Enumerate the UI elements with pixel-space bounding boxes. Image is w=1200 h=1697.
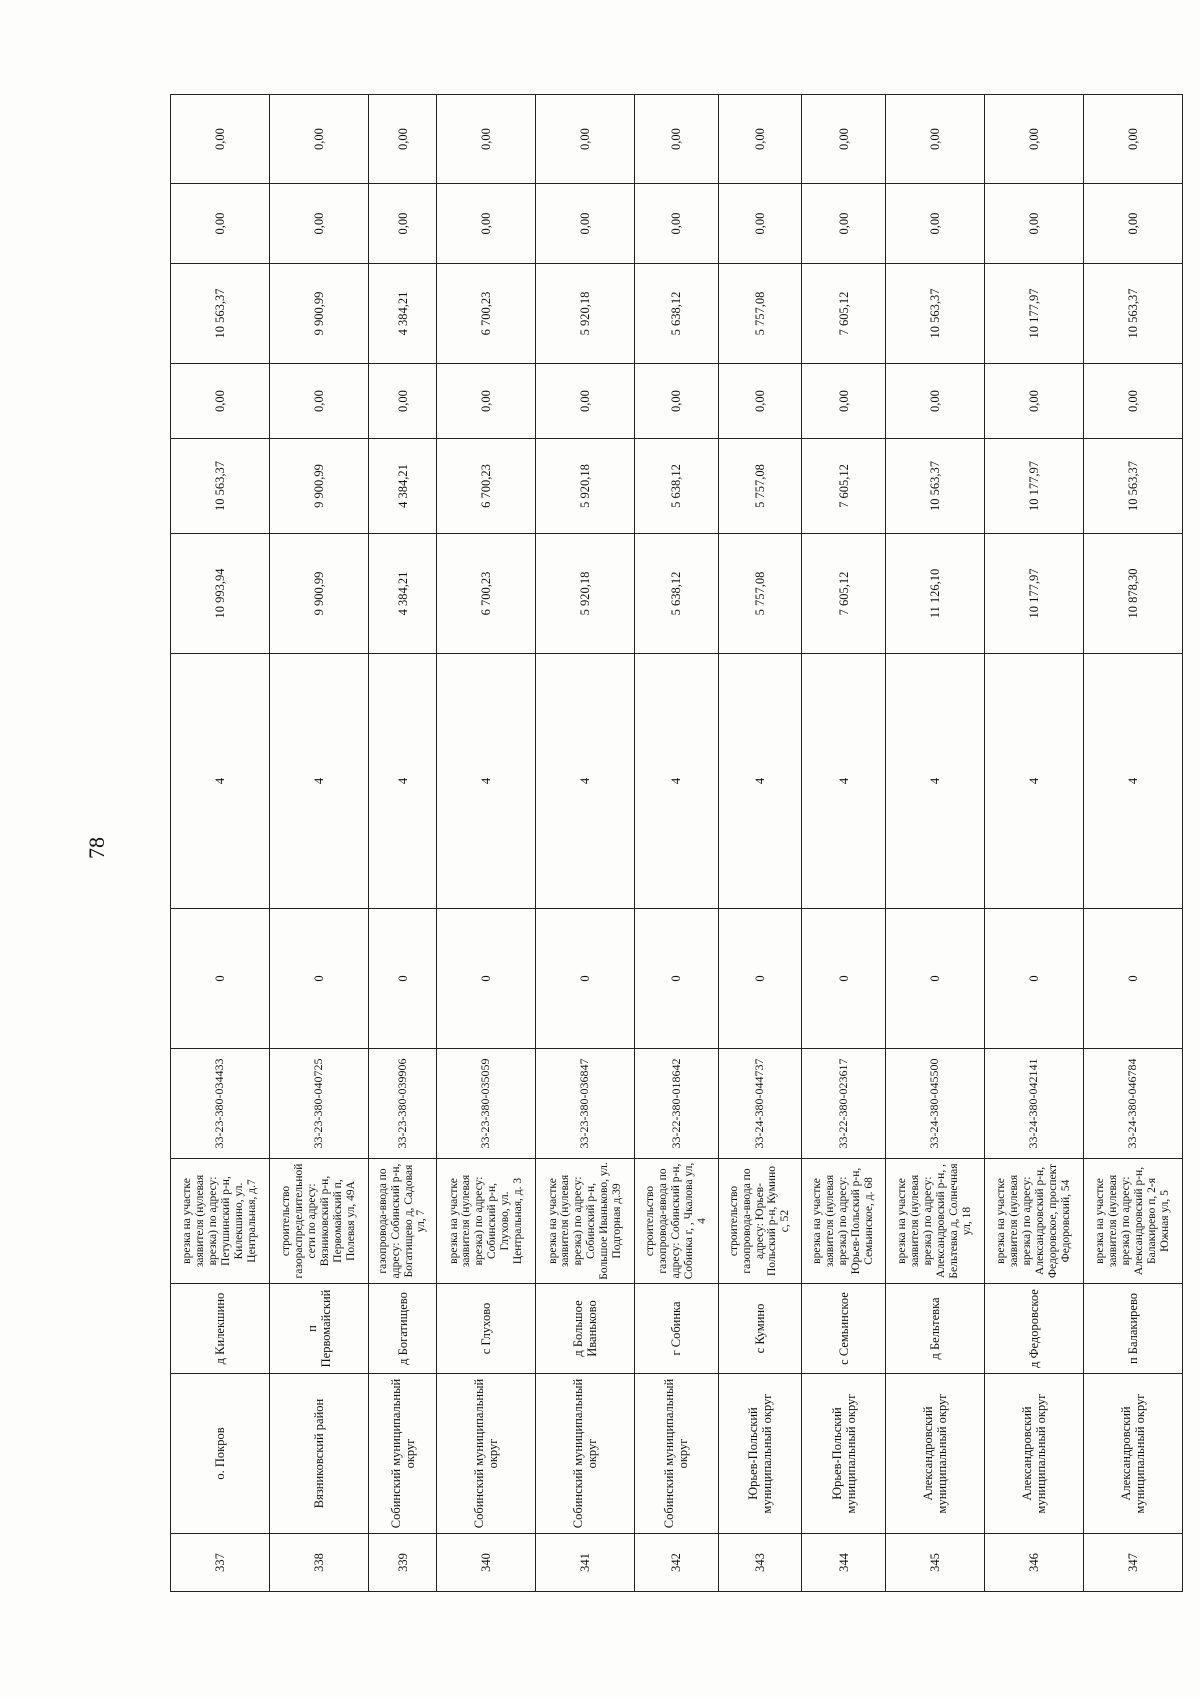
amount-cell-6: 0,00 — [369, 95, 437, 184]
amount-cell-1: 5 757,08 — [718, 534, 802, 654]
amount-cell-6: 0,00 — [536, 95, 635, 184]
data-table-container — [170, 95, 1183, 1592]
page-number-text: 78 — [84, 837, 109, 859]
row-number: 340 — [437, 1534, 536, 1592]
row-number: 341 — [536, 1534, 635, 1592]
amount-cell-5: 0,00 — [1083, 184, 1182, 264]
settlement-cell: п Балакирево — [1083, 1284, 1182, 1374]
table-row — [635, 95, 719, 1592]
amount-cell-1: 10 993,94 — [171, 534, 270, 654]
amount-cell-4: 10 563,37 — [1083, 264, 1182, 364]
district-cell: Собинский муниципальный округ — [437, 1374, 536, 1534]
amount-cell-4: 10 177,97 — [984, 264, 1083, 364]
work-description-cell: врезка на участке заявителя (нулевая врезка) по адресу: Петушинский р-н, Килекшино, ул. Центральная, д.7 — [171, 1159, 270, 1284]
category-value-cell: 4 — [885, 654, 984, 909]
district-cell: Собинский муниципальный округ — [536, 1374, 635, 1534]
work-description-cell: врезка на участке заявителя (нулевая врезка) по адресу: Александровский р-н, , Бельтевка д, Солнечная ул, 18 — [885, 1159, 984, 1284]
category-value-cell: 4 — [270, 654, 369, 909]
table-row — [802, 95, 886, 1592]
category-value-cell: 4 — [984, 654, 1083, 909]
district-cell: Юрьев-Польский муниципальный округ — [718, 1374, 802, 1534]
settlement-cell: д Богатищево — [369, 1284, 437, 1374]
row-number: 337 — [171, 1534, 270, 1592]
work-description-cell: врезка на участке заявителя (нулевая врезка) по адресу: Собинский р-н, Большое Иваньково, ул. Подгорная д.39 — [536, 1159, 635, 1284]
table-row — [171, 95, 270, 1592]
row-number: 347 — [1083, 1534, 1182, 1592]
amount-cell-6: 0,00 — [171, 95, 270, 184]
table-row — [270, 95, 369, 1592]
category-value-cell: 4 — [1083, 654, 1182, 909]
amount-cell-4: 10 563,37 — [885, 264, 984, 364]
zero-value-cell: 0 — [270, 909, 369, 1049]
work-description-cell: врезка на участке заявителя (нулевая врезка) по адресу: Александровский р-н, Балакирево п, 2-я Южная ул, 5 — [1083, 1159, 1182, 1284]
zero-value-cell: 0 — [437, 909, 536, 1049]
application-code-cell: 33-22-380-018642 — [635, 1049, 719, 1159]
zero-value-cell: 0 — [718, 909, 802, 1049]
amount-cell-3: 0,00 — [536, 364, 635, 439]
amount-cell-5: 0,00 — [536, 184, 635, 264]
amount-cell-2: 9 900,99 — [270, 439, 369, 534]
amount-cell-3: 0,00 — [171, 364, 270, 439]
district-cell: Александровский муниципальный округ — [984, 1374, 1083, 1534]
amount-cell-5: 0,00 — [802, 184, 886, 264]
district-cell: о. Покров — [171, 1374, 270, 1534]
category-value-cell: 4 — [536, 654, 635, 909]
work-description-cell: газопровода-ввода по адресу: Собинский р-н, Богатищево д, Садовая ул, 7 — [369, 1159, 437, 1284]
amount-cell-6: 0,00 — [270, 95, 369, 184]
amount-cell-4: 5 638,12 — [635, 264, 719, 364]
amount-cell-1: 6 700,23 — [437, 534, 536, 654]
work-description-cell: строительство газораспределительной сети по адресу: Вязниковский р-н, Первомайский п, Полевая ул, 49А — [270, 1159, 369, 1284]
settlement-cell: с Кумино — [718, 1284, 802, 1374]
amount-cell-2: 10 563,37 — [1083, 439, 1182, 534]
amount-cell-3: 0,00 — [718, 364, 802, 439]
settlement-cell: д Килекшино — [171, 1284, 270, 1374]
amount-cell-1: 5 638,12 — [635, 534, 719, 654]
amount-cell-6: 0,00 — [885, 95, 984, 184]
amount-cell-2: 10 177,97 — [984, 439, 1083, 534]
application-code-cell: 33-23-380-040725 — [270, 1049, 369, 1159]
zero-value-cell: 0 — [885, 909, 984, 1049]
amount-cell-4: 9 900,99 — [270, 264, 369, 364]
district-cell: Александровский муниципальный округ — [885, 1374, 984, 1534]
amount-cell-5: 0,00 — [984, 184, 1083, 264]
category-value-cell: 4 — [718, 654, 802, 909]
settlement-cell: с Глухово — [437, 1284, 536, 1374]
application-code-cell: 33-23-380-039906 — [369, 1049, 437, 1159]
amount-cell-6: 0,00 — [984, 95, 1083, 184]
amount-cell-1: 7 605,12 — [802, 534, 886, 654]
amount-cell-4: 10 563,37 — [171, 264, 270, 364]
table-row — [437, 95, 536, 1592]
row-number: 346 — [984, 1534, 1083, 1592]
amount-cell-2: 5 757,08 — [718, 439, 802, 534]
row-number: 345 — [885, 1534, 984, 1592]
amount-cell-2: 6 700,23 — [437, 439, 536, 534]
zero-value-cell: 0 — [984, 909, 1083, 1049]
amount-cell-4: 5 757,08 — [718, 264, 802, 364]
amount-cell-2: 4 384,21 — [369, 439, 437, 534]
amount-cell-3: 0,00 — [635, 364, 719, 439]
amount-cell-4: 6 700,23 — [437, 264, 536, 364]
amount-cell-6: 0,00 — [718, 95, 802, 184]
zero-value-cell: 0 — [1083, 909, 1182, 1049]
amount-cell-1: 10 177,97 — [984, 534, 1083, 654]
amount-cell-5: 0,00 — [437, 184, 536, 264]
amount-cell-3: 0,00 — [1083, 364, 1182, 439]
amount-cell-3: 0,00 — [437, 364, 536, 439]
category-value-cell: 4 — [635, 654, 719, 909]
amount-cell-6: 0,00 — [437, 95, 536, 184]
amount-cell-5: 0,00 — [635, 184, 719, 264]
zero-value-cell: 0 — [369, 909, 437, 1049]
zero-value-cell: 0 — [635, 909, 719, 1049]
application-code-cell: 33-23-380-035059 — [437, 1049, 536, 1159]
district-cell: Вязниковский район — [270, 1374, 369, 1534]
table-row — [885, 95, 984, 1592]
table-row — [718, 95, 802, 1592]
amount-cell-3: 0,00 — [984, 364, 1083, 439]
category-value-cell: 4 — [171, 654, 270, 909]
district-cell: Собинский муниципальный округ — [369, 1374, 437, 1534]
amount-cell-1: 4 384,21 — [369, 534, 437, 654]
amount-cell-4: 4 384,21 — [369, 264, 437, 364]
row-number: 343 — [718, 1534, 802, 1592]
zero-value-cell: 0 — [802, 909, 886, 1049]
amount-cell-4: 7 605,12 — [802, 264, 886, 364]
data-table — [170, 94, 1183, 1592]
category-value-cell: 4 — [369, 654, 437, 909]
zero-value-cell: 0 — [171, 909, 270, 1049]
table-row — [984, 95, 1083, 1592]
settlement-cell: с Семьинское — [802, 1284, 886, 1374]
amount-cell-2: 10 563,37 — [171, 439, 270, 534]
work-description-cell: строительство газопровода-ввода по адресу: Собинский р-н, Собинка г, , Чкалова ул, 4 — [635, 1159, 719, 1284]
category-value-cell: 4 — [802, 654, 886, 909]
work-description-cell: врезка на участке заявителя (нулевая врезка) по адресу: Юрьев-Польский р-н, Семьинское, д. 68 — [802, 1159, 886, 1284]
table-row — [1083, 95, 1182, 1592]
work-description-cell: врезка на участке заявителя (нулевая врезка) по адресу: Александровский р-н, Федоровское, проспект Федоровский, 54 — [984, 1159, 1083, 1284]
amount-cell-3: 0,00 — [885, 364, 984, 439]
amount-cell-6: 0,00 — [1083, 95, 1182, 184]
amount-cell-6: 0,00 — [802, 95, 886, 184]
row-number: 338 — [270, 1534, 369, 1592]
amount-cell-4: 5 920,18 — [536, 264, 635, 364]
amount-cell-1: 5 920,18 — [536, 534, 635, 654]
amount-cell-5: 0,00 — [369, 184, 437, 264]
amount-cell-5: 0,00 — [885, 184, 984, 264]
amount-cell-3: 0,00 — [270, 364, 369, 439]
district-cell: Юрьев-Польский муниципальный округ — [802, 1374, 886, 1534]
amount-cell-2: 10 563,37 — [885, 439, 984, 534]
row-number: 342 — [635, 1534, 719, 1592]
settlement-cell: д Федоровское — [984, 1284, 1083, 1374]
application-code-cell: 33-22-380-023617 — [802, 1049, 886, 1159]
application-code-cell: 33-24-380-042141 — [984, 1049, 1083, 1159]
category-value-cell: 4 — [437, 654, 536, 909]
amount-cell-5: 0,00 — [718, 184, 802, 264]
application-code-cell: 33-24-380-044737 — [718, 1049, 802, 1159]
district-cell: Александровский муниципальный округ — [1083, 1374, 1182, 1534]
amount-cell-1: 10 878,30 — [1083, 534, 1182, 654]
application-code-cell: 33-23-380-036847 — [536, 1049, 635, 1159]
settlement-cell: п Первомайский — [270, 1284, 369, 1374]
row-number: 339 — [369, 1534, 437, 1592]
work-description-cell: строительство газопровода-ввода по адресу: Юрьев-Польский р-н, Кумино с, 52 — [718, 1159, 802, 1284]
settlement-cell: д Бельтевка — [885, 1284, 984, 1374]
page-number — [82, 818, 112, 878]
amount-cell-2: 7 605,12 — [802, 439, 886, 534]
amount-cell-1: 11 126,10 — [885, 534, 984, 654]
amount-cell-1: 9 900,99 — [270, 534, 369, 654]
amount-cell-5: 0,00 — [270, 184, 369, 264]
amount-cell-2: 5 638,12 — [635, 439, 719, 534]
settlement-cell: д Большое Иваньково — [536, 1284, 635, 1374]
amount-cell-3: 0,00 — [369, 364, 437, 439]
application-code-cell: 33-23-380-034433 — [171, 1049, 270, 1159]
amount-cell-6: 0,00 — [635, 95, 719, 184]
district-cell: Собинский муниципальный округ — [635, 1374, 719, 1534]
application-code-cell: 33-24-380-045500 — [885, 1049, 984, 1159]
zero-value-cell: 0 — [536, 909, 635, 1049]
amount-cell-5: 0,00 — [171, 184, 270, 264]
work-description-cell: врезка на участке заявителя (нулевая врезка) по адресу: Собинский р-н, Глухово, ул. Центральная, д. 3 — [437, 1159, 536, 1284]
table-row — [369, 95, 437, 1592]
amount-cell-2: 5 920,18 — [536, 439, 635, 534]
settlement-cell: г Собинка — [635, 1284, 719, 1374]
amount-cell-3: 0,00 — [802, 364, 886, 439]
row-number: 344 — [802, 1534, 886, 1592]
application-code-cell: 33-24-380-046784 — [1083, 1049, 1182, 1159]
table-row — [536, 95, 635, 1592]
